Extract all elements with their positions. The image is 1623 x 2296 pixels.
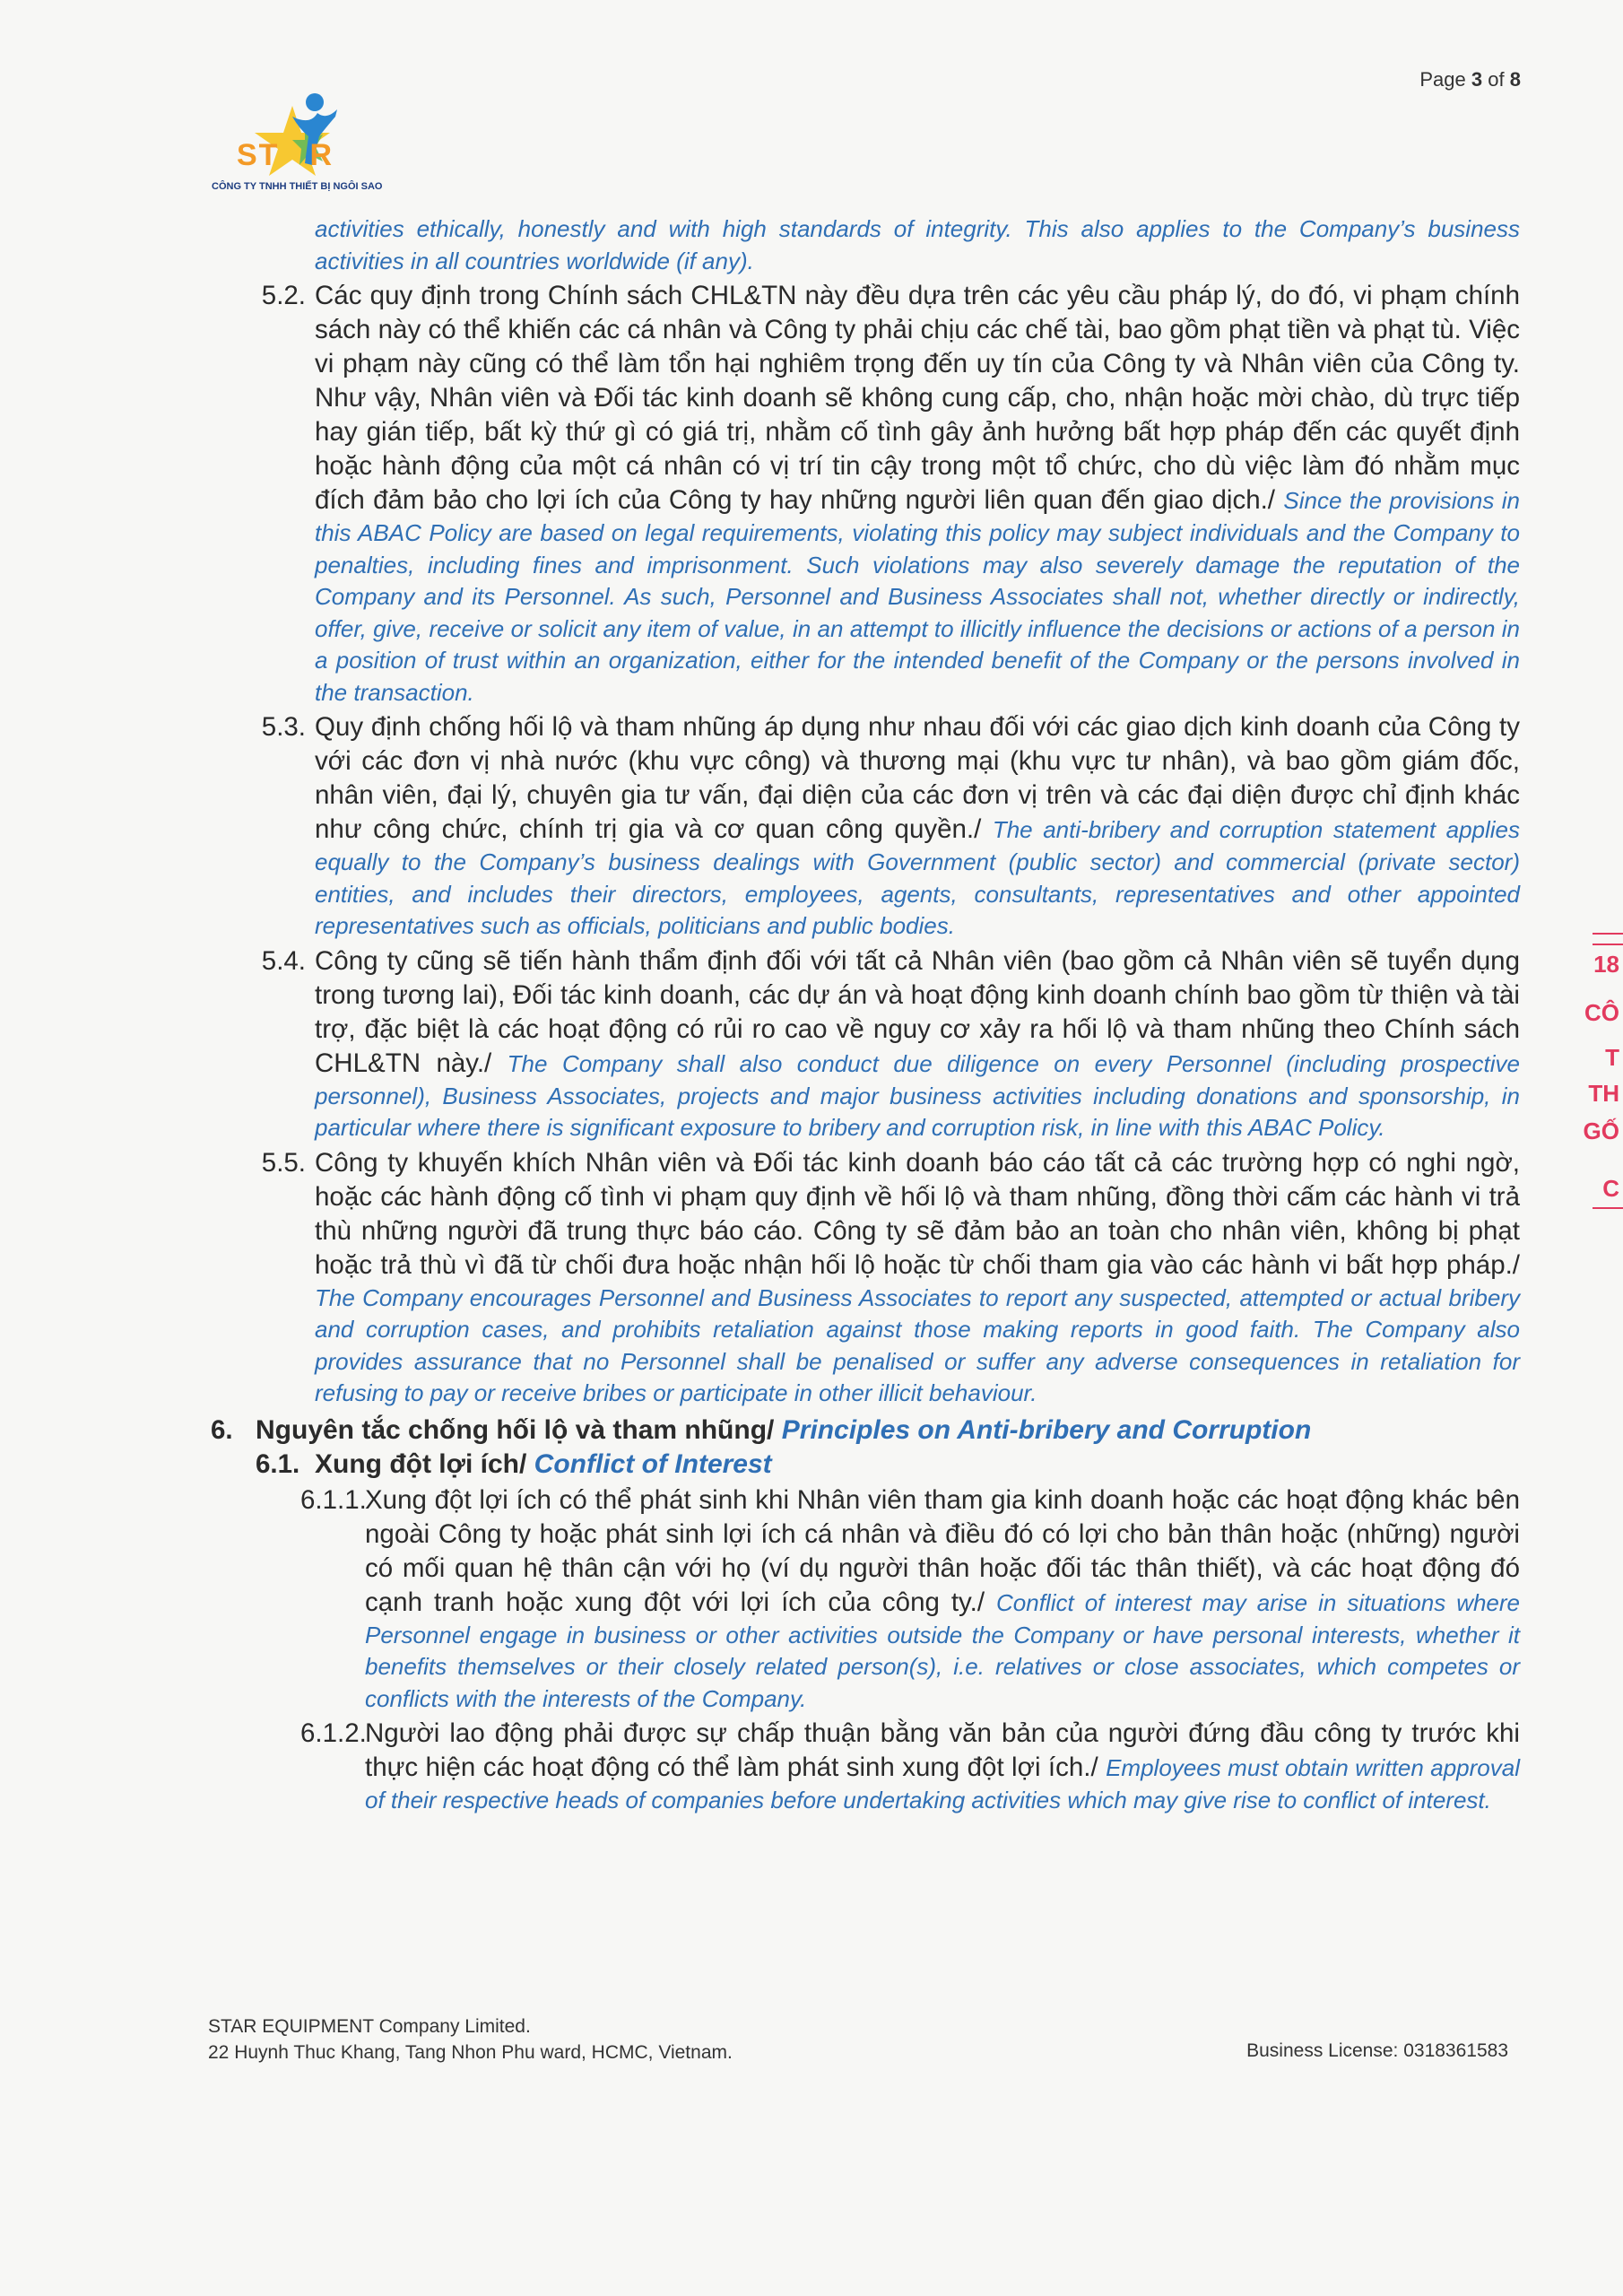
- clause-english: The Company encourages Personnel and Business Associates to report any suspected, attempted or actual bribery and corruption cases, and prohibits retaliation against those making reports in good faith. The Company also provides assurance that no Personnel shall be penalised or suffer any adverse consequences in retaliation for refusing to pay or receive bribes or participate in other illicit behaviour.: [315, 1283, 1520, 1406]
- stamp-line: [1593, 944, 1623, 945]
- clause-vietnamese: Các quy định trong Chính sách CHL&TN này đều dựa trên các yêu cầu pháp lý, do đó, vi phạm chính sách này có thể khiến các cá nhân và Công ty phải chịu các chế tài, bao gồm phạt tiền và phạt tù. Việc vi phạm này cũng có thể làm tổn hại nghiêm trọng đến uy tín của Công ty và Nhân viên của Công ty. Như vậy, Nhân viên và Đối tác kinh doanh sẽ không cung cấp, cho, nhận hoặc mời chào, dù trực tiếp hay gián tiếp, bất kỳ thứ gì có giá trị, nhằm cố tình gây ảnh hưởng bất hợp pháp đến các quyết định hoặc hành động của một cá nhân có vị trí tin cậy trong một tổ chức, cho dù việc làm đó nhằm mục đích đảm bảo cho lợi ích của Công ty hay những người liên quan đến giao dịch./: [315, 281, 1520, 515]
- clause-english: Conflict of interest may arise in situations where Personnel engage in business or other activities outside the Company or have personal interests, whether it benefits themselves or their closely related person(s), i.e. relatives or close associates, which competes or conflicts with the interests of the Company.: [365, 1588, 1521, 1712]
- clause-6-1-1: [300, 1483, 1520, 1716]
- red-stamp-edge: [1583, 933, 1623, 1229]
- clause-english: Employees must obtain written approval of their respective heads of companies before undertaking activities which may give rise to conflict of interest.: [365, 1754, 1520, 1813]
- section-title-english: Principles on Anti-bribery and Corruption: [781, 1414, 1312, 1445]
- document-body: [211, 213, 1520, 1817]
- clause-5-4: [211, 944, 1520, 1144]
- subsection-title-vietnamese: Xung đột lợi ích/: [315, 1448, 527, 1479]
- page-of: of: [1488, 68, 1505, 91]
- subsection-title-english: Conflict of Interest: [534, 1448, 772, 1479]
- clause-number: 5.5.: [261, 1147, 306, 1178]
- clause-6-1-2: [300, 1717, 1520, 1817]
- logo-subtitle: CÔNG TY TNHH THIẾT BỊ NGÔI SAO: [212, 181, 383, 192]
- clause-number: 6.1.1.: [300, 1484, 367, 1515]
- stamp-text-fragment: 18: [1593, 951, 1619, 978]
- section-title-vietnamese: Nguyên tắc chống hối lộ và tham nhũng/: [256, 1414, 775, 1445]
- clause-english: The Company shall also conduct due diligence on every Personnel (including prospective personnel), Business Associates, projects and major business activities including donations and sponsorship, in particular where there is significant exposure to bribery and corruption risk, in line with this ABAC Policy.: [315, 1049, 1520, 1141]
- clause-vietnamese: Quy định chống hối lộ và tham nhũng áp dụng như nhau đối với các giao dịch kinh doanh của Công ty với các đơn vị nhà nước (khu vực công) và thương mại (khu vực tư nhân), và bao gồm giám đốc, nhân viên, đại lý, chuyên gia tư vấn, đại diện của các đơn vị trên và các đại diện được chỉ định khác như công chức, chính trị gia và cơ quan công quyền./: [315, 712, 1520, 844]
- clause-vietnamese: Người lao động phải được sự chấp thuận bằng văn bản của người đứng đầu công ty trước khi thực hiện các hoạt động có thể làm phát sinh xung đột lợi ích./: [365, 1718, 1520, 1782]
- page-current: 3: [1471, 68, 1483, 91]
- subsection-6-1-heading: [256, 1448, 1520, 1482]
- clause-vietnamese: Công ty khuyến khích Nhân viên và Đối tác kinh doanh báo cáo tất cả các trường hợp có nghi ngờ, hoặc các hành động cố tình vi phạm quy định về hối lộ và tham nhũng, đồng thời cấm các hành vi trả thù những người đã trung thực báo cáo. Công ty sẽ đảm bảo an toàn cho nhân viên, không bị phạt hoặc trả thù vì đã từ chối đưa hoặc nhận hối lộ hoặc từ chối tham gia vào các hành vi bất hợp pháp./: [315, 1147, 1520, 1280]
- page-total: 8: [1509, 68, 1521, 91]
- stamp-text-fragment: TH: [1588, 1080, 1619, 1107]
- stamp-text-fragment: GỐ: [1583, 1118, 1619, 1144]
- stamp-line: [1593, 933, 1623, 935]
- clause-vietnamese: Xung đột lợi ích có thể phát sinh khi Nhân viên tham gia kinh doanh hoặc các hoạt động khác bên ngoài Công ty hoặc phát sinh lợi ích cá nhân và điều đó có lợi cho bản thân hoặc (những) người có mối quan hệ thân cận với họ (ví dụ người thân hoặc đối tác thân thiết), và các hoạt động đó cạnh tranh hoặc xung đột với lợi ích của công ty./: [365, 1484, 1520, 1617]
- footer-address: 22 Huynh Thuc Khang, Tang Nhon Phu ward, HCMC, Vietnam.: [208, 2042, 733, 2063]
- footer-company-info: [208, 2013, 733, 2066]
- stamp-line: [1593, 1207, 1623, 1209]
- clause-5-2: [211, 279, 1520, 709]
- clause-english: The anti-bribery and corruption statement applies equally to the Company’s business dealings with Government (public sector) and commercial (private sector) entities, and includes their directors, employees, agents, consultants, representatives and other appointed representatives such as officials, politicians and public bodies.: [315, 816, 1520, 939]
- section-number: 6.: [211, 1414, 233, 1445]
- clause-number: 5.2.: [261, 281, 306, 310]
- footer-company-name: STAR EQUIPMENT Company Limited.: [208, 2016, 531, 2037]
- clause-5-5: [211, 1146, 1520, 1410]
- intro-english-continuation: activities ethically, honestly and with high standards of integrity. This also applies to the Company’s business activities in all countries worldwide (if any).: [315, 215, 1520, 274]
- stamp-text-fragment: CÔ: [1584, 999, 1619, 1026]
- stamp-text-fragment: C: [1602, 1175, 1619, 1202]
- footer-business-license: Business License: 0318361583: [1246, 2040, 1508, 2061]
- page-label: Page: [1419, 68, 1466, 91]
- clause-5-3: [211, 710, 1520, 943]
- page-number: [1419, 68, 1521, 91]
- clause-number: 6.1.2.: [300, 1718, 367, 1748]
- section-6-heading: [211, 1413, 1520, 1448]
- stamp-text-fragment: T: [1605, 1044, 1619, 1071]
- clause-number: 5.3.: [261, 712, 306, 742]
- clause-number: 5.4.: [261, 945, 306, 976]
- subsection-number: 6.1.: [256, 1448, 300, 1479]
- logo-wordmark: ST R: [237, 138, 334, 172]
- clause-english: Since the provisions in this ABAC Policy are based on legal requirements, violating this policy may subject individuals and the Company to penalties, including fines and imprisonment. Such violations may also severely damage the reputation of the Company and its Personnel. As such, Personnel and Business Associates shall not, whether directly or indirectly, offer, give, receive or solicit any item of value, in an attempt to illicitly influence the decisions or actions of a person in a position of trust within an organization, either for the intended benefit of the Company or the persons involved in the transaction.: [315, 487, 1521, 706]
- clause-vietnamese: Công ty cũng sẽ tiến hành thẩm định đối với tất cả Nhân viên (bao gồm cả Nhân viên sẽ tuyển dụng trong tương lai), Đối tác kinh doanh, các dự án và hoạt động kinh doanh chính bao gồm từ thiện và tài trợ, đặc biệt là các hoạt động có rủi ro cao về nguy cơ xảy ra hối lộ và tham nhũng theo Chính sách CHL&TN này./: [315, 945, 1520, 1078]
- company-logo: [212, 90, 400, 199]
